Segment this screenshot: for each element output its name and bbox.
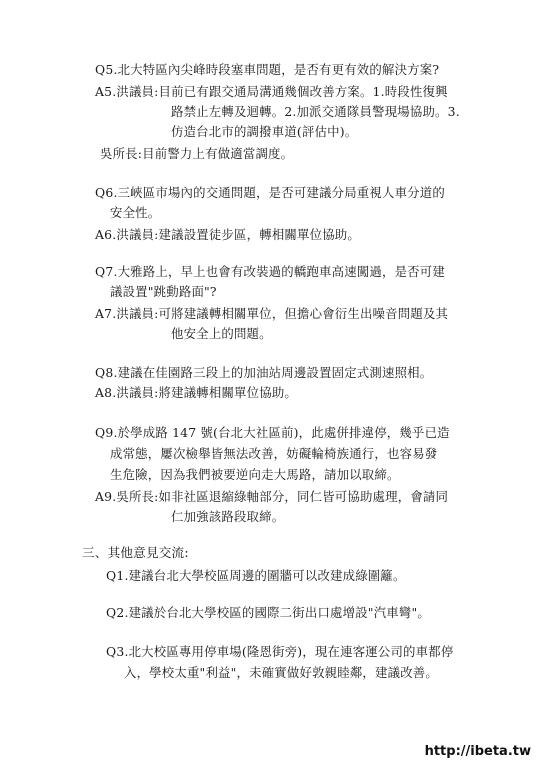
answer-a7-line-2: 他安全上的問題。 — [171, 326, 272, 341]
question-other-q1-line-1: Q1.建議台北大學校區周邊的圍牆可以改建成綠圍籬。 — [106, 568, 406, 583]
section-other-opinions-heading: 三、其他意見交流: — [82, 545, 189, 560]
question-q9-line-3: 生危險，因為我們被要逆向走大馬路，請加以取締。 — [110, 467, 400, 482]
watermark-url: http://ibeta.tw — [421, 743, 535, 760]
question-other-q2-line-1: Q2.建議於台北大學校區的國際二街出口處增設"汽車彎"。 — [106, 605, 430, 620]
answer-a5-line-1: A5.洪議員:目前已有跟交通局溝通幾個改善方案。1.時段性復興 — [95, 84, 448, 99]
answer-a5-line-3: 仿造台北市的調撥車道(評估中)。 — [171, 124, 358, 139]
question-q5-line-1: Q5.北大特區內尖峰時段塞車問題，是否有更有效的解決方案? — [95, 62, 440, 77]
question-q9-line-2: 成常態，屢次檢舉皆無法改善，妨礙輪椅族通行，也容易發 — [110, 446, 438, 461]
question-other-q3-line-1: Q3.北大校區專用停車場(隆恩街旁)，現在連客運公司的車都停 — [106, 644, 454, 659]
answer-a5-line-2: 路禁止左轉及迴轉。2.加派交通隊員警現場協助。3. — [171, 104, 460, 119]
question-q7-line-2: 議設置"跳動路面"? — [110, 284, 217, 299]
answer-a9-line-1: A9.吳所長:如非社區退縮綠軸部分，同仁皆可協助處理，會請同 — [95, 489, 449, 504]
question-other-q3-line-2: 入，學校太重"利益"，未確實做好敦親睦鄰，建議改善。 — [124, 665, 438, 680]
question-q6-line-2: 安全性。 — [110, 205, 161, 220]
answer-wu5-line-1: 吳所長:目前警力上有做適當調度。 — [100, 146, 294, 161]
question-q6-line-1: Q6.三峽區市場內的交通問題，是否可建議分局重視人車分道的 — [95, 185, 445, 200]
question-q8-line-1: Q8.建議在佳園路三段上的加油站周邊設置固定式測速照相。 — [95, 365, 433, 380]
answer-a7-line-1: A7.洪議員:可將建議轉相關單位，但擔心會衍生出噪音問題及其 — [95, 306, 449, 321]
answer-a8-line-1: A8.洪議員:將建議轉相關單位協助。 — [95, 385, 298, 400]
answer-a6-line-1: A6.洪議員:建議設置徒步區，轉相關單位協助。 — [95, 227, 360, 242]
question-q9-line-1: Q9.於學成路 147 號(台北大社區前)，此處併排違停，幾乎已造 — [95, 425, 450, 440]
question-q7-line-1: Q7.大雅路上，早上也會有改裝過的轎跑車高速闖過，是否可建 — [95, 264, 445, 279]
answer-a9-line-2: 仁加強該路段取締。 — [171, 509, 285, 524]
